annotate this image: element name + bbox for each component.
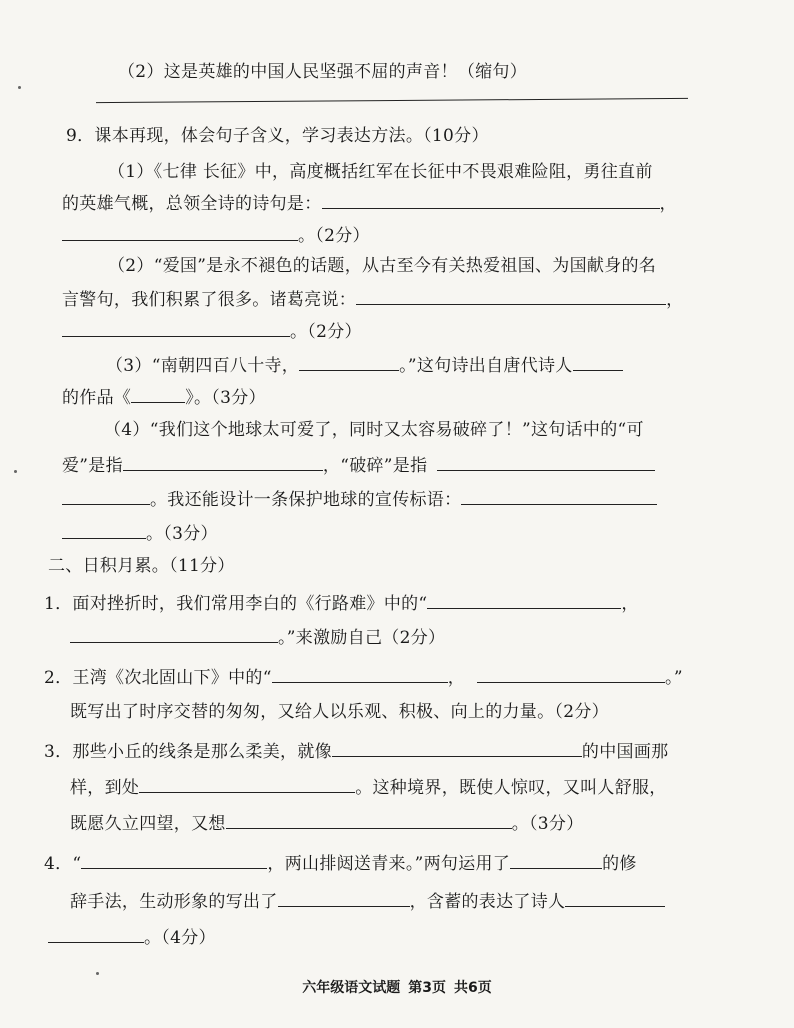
p2-q4-line2: 辞手法，生动形象的写出了 ，含蓄的表达了诗人	[70, 888, 665, 914]
p2-q2-line2: 既写出了时序交替的匆匆，又给人以乐观、积极、向上的力量。（2分）	[70, 702, 609, 722]
p2-q4-line3: 。（4分）	[48, 924, 216, 950]
p2-q3-blank-c[interactable]	[226, 810, 512, 829]
q9-1-line2: 的英雄气概，总领全诗的诗句是： ，	[62, 190, 677, 216]
footer-title: 六年级语文试题	[302, 980, 401, 996]
q9-3-line2: 的作品《 》。（3分）	[62, 384, 266, 410]
footer-total: 共6页	[454, 980, 492, 996]
p2-q3-blank-a[interactable]	[332, 738, 582, 757]
p2-q3-line2: 样，到处 。这种境界，既使人惊叹，又叫人舒服，	[70, 774, 667, 800]
q9-3-blank-b[interactable]	[573, 352, 623, 371]
q9-1-line1: （1）《七律 长征》中，高度概括红军在长征中不畏艰难险阻，勇往直前	[108, 162, 653, 182]
p2-q4-blank-a[interactable]	[81, 850, 267, 869]
q9-4-blank-d[interactable]	[461, 486, 657, 505]
q9-4-blank-c[interactable]	[62, 486, 150, 505]
q9-2-prompt: 言警句，我们积累了很多。诸葛亮说：	[62, 290, 357, 310]
q9-2-blank-b[interactable]	[62, 318, 290, 337]
p2-q4-blank-c[interactable]	[278, 888, 410, 907]
p2-q1-line1: 1．面对挫折时，我们常用李白的《行路难》中的“ ，	[44, 590, 639, 616]
q9-4-line2: 爱”是指 ，“破碎”是指	[62, 452, 655, 478]
q9-4-line3: 。我还能设计一条保护地球的宣传标语：	[62, 486, 657, 512]
p2-q4-blank-b[interactable]	[510, 850, 602, 869]
p2-q1-blank-a[interactable]	[427, 590, 621, 609]
q9-3-line1: （3）“南朝四百八十寺， 。”这句诗出自唐代诗人	[106, 352, 623, 378]
q9-2-blank-a[interactable]	[356, 286, 666, 305]
scan-speck	[14, 470, 17, 473]
q9-title: 9．课本再现，体会句子含义，学习表达方法。（10分）	[66, 126, 489, 146]
q9-1-line3: 。（2分）	[62, 222, 370, 248]
q9-4-blank-b[interactable]	[437, 452, 655, 471]
p2-q2-blank-b[interactable]	[477, 664, 665, 683]
p2-q1-line2: 。”来激励自己（2分）	[70, 624, 445, 650]
footer-page: 第3页	[408, 980, 446, 996]
scan-speck	[96, 972, 99, 975]
scan-speck	[18, 86, 21, 89]
p2-q4-line1: 4．“ ，两山排闼送青来。”两句运用了 的修	[44, 850, 637, 876]
p2-q1-blank-b[interactable]	[70, 624, 278, 643]
p2-q3-line1: 3．那些小丘的线条是那么柔美，就像 的中国画那	[44, 738, 668, 764]
q9-4-line4: 。（3分）	[62, 520, 218, 546]
q9-4-line1: （4）“我们这个地球太可爱了，同时又太容易破碎了！”这句话中的“可	[104, 420, 644, 440]
q9-3-blank-a[interactable]	[299, 352, 399, 371]
p2-q4-blank-d[interactable]	[565, 888, 665, 907]
q9-2-line1: （2）“爱国”是永不褪色的话题，从古至今有关热爱祖国、为国献身的名	[108, 256, 657, 276]
p2-q3-line3: 既愿久立四望，又想 。（3分）	[70, 810, 584, 836]
q9-1-blank-b[interactable]	[62, 222, 298, 241]
q9-3-blank-c[interactable]	[131, 384, 185, 403]
q9-2-line3: 。（2分）	[62, 318, 362, 344]
p2-q3-blank-b[interactable]	[139, 774, 355, 793]
p2-q2-line1: 2．王湾《次北固山下》中的“ ， 。”	[44, 664, 683, 690]
q8-2-answer-line[interactable]	[96, 98, 688, 103]
part2-title: 二、日积月累。（11分）	[48, 556, 235, 576]
q9-4-blank-a[interactable]	[123, 452, 323, 471]
p2-q4-blank-e[interactable]	[48, 924, 144, 943]
q9-1-blank-a[interactable]	[322, 190, 660, 209]
q9-2-line2: 言警句，我们积累了很多。诸葛亮说： ，	[62, 286, 683, 312]
q8-2-prompt: （2）这是英雄的中国人民坚强不屈的声音！（缩句）	[118, 62, 528, 82]
q9-1-prompt: 的英雄气概，总领全诗的诗句是：	[62, 194, 322, 214]
p2-q2-blank-a[interactable]	[272, 664, 448, 683]
page-footer	[0, 977, 794, 997]
q9-4-blank-e[interactable]	[62, 520, 146, 539]
